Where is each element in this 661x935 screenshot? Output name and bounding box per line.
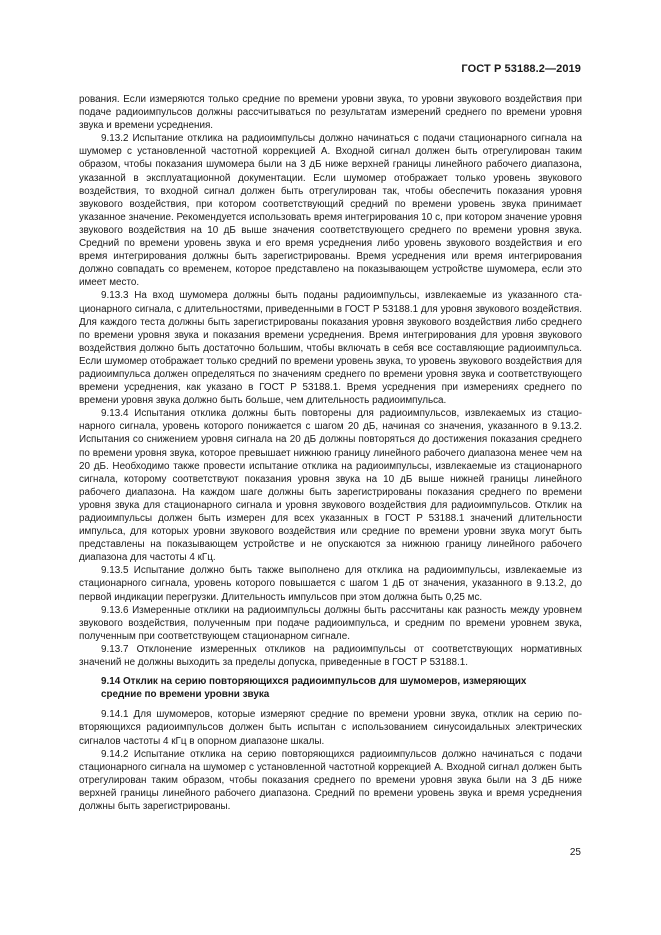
paragraph-9-13-6: 9.13.6 Измеренные отклики на радиоимпульсы должны быть рассчитаны как разность между уровнем звукового воздействия, полученным при подаче радиоимпульса, и средним по времени уровнем звука, полученным при соответствующем стационарном сигнале.	[79, 604, 582, 642]
paragraph-continuation: рования. Если измеряются только средние по времени уровни звука, то уровни звукового воздействия при подаче радиоимпульсов должны рассчитываться по результатам измерений среднего по времени уровня звука и времени усреднения.	[79, 94, 582, 132]
document-body	[79, 93, 582, 813]
section-heading-9-14	[79, 675, 582, 701]
section-heading-line-1: 9.14 Отклик на серию повторяющихся радиоимпульсов для шумомеров, измеряющих	[101, 676, 527, 688]
paragraph-9-14-2: 9.14.2 Испытание отклика на серию повторяющихся радиоимпульсов должно начинаться с подачи стационарного сигнала на шумомер с установленной частотной коррекцией A. Входной сигнал должен быть отрегулирован таким образом, чтобы показания среднего по времени уровня звука были на 3 дБ ниже верхней границы линейного рабочего диапазона. Средний по времени уровень звука и время усреднения должны быть зарегистрированы.	[79, 748, 582, 812]
paragraph-9-13-4: 9.13.4 Испытания отклика должны быть повторены для радиоимпульсов, извлекаемых из стационарного сигнала, уровень которого понижается с шагом 20 дБ, начиная со значения, указанного в 9.13.2. Испытания со снижением уровня сигнала на 20 дБ должны повторяться до достижения показания среднего по времени уровня звука, которое превышает нижнюю границу линейного рабочего диапазона менее чем на 20 дБ. Необходимо также провести испытание отклика на радиоимпульсы, извлекаемые из стационарного сигнала, которому соответствуют показания уровня звука на 10 дБ выше нижней границы линейного рабочего диапазона. На каждом шаге должны быть зарегистрированы показания среднего по времени уровня звука для стационарного сигнала и уровня звукового воздействия для радиоимпульсов. Отклик на радиоимпульсы должен быть измерен для всех указанных в ГОСТ Р 53188.1 значений длительности импульса, для которых уровни звукового воздействия или средние по времени уровни звука могут быть представлены на показывающем устройстве и не опускаются за нижнюю границу линейного рабочего диапазона для частоты 4 кГц.	[79, 408, 582, 564]
paragraph-9-13-5: 9.13.5 Испытание должно быть также выполнено для отклика на радиоимпульсы, извлекаемые из стационарного сигнала, уровень которого повышается с шагом 1 дБ от значения, указанного в 9.13.2, до первой индикации перегрузки. Длительность импульсов при этом должна быть 0,25 мс.	[79, 565, 582, 603]
paragraph-9-13-7: 9.13.7 Отклонение измеренных откликов на радиоимпульсы от соответствующих нормативных значений не должны выходить за пределы допуска, приведенные в ГОСТ Р 53188.1.	[79, 643, 582, 669]
standard-designation: ГОСТ Р 53188.2—2019	[461, 63, 581, 75]
section-heading-line-2: средние по времени уровни звука	[101, 689, 270, 701]
paragraph-9-14-1: 9.14.1 Для шумомеров, которые измеряют средние по времени уровни звука, отклик на серию повторяющихся радиоимпульсов должен быть испытан с использованием синусоидальных электрических сигналов частоты 4 кГц в опорном диапазоне шкалы.	[79, 709, 582, 747]
page-number: 25	[569, 847, 581, 858]
paragraph-9-13-2: 9.13.2 Испытание отклика на радиоимпульсы должно начинаться с подачи стационарного сигнала на шумомер с установленной частотной коррекцией A. Входной сигнал должен быть отрегулирован таким образом, чтобы показания шумомера были на 3 дБ ниже верхней границы линейного рабочего диапазона, указанной в эксплуатационной документации. Если шумомер отображает только уровень звукового воздействия, то входной сигнал должен быть отрегулирован так, чтобы обеспечить показания уровня звукового воздействия, при котором соответствующий средний по времени уровень звука принимает указанное значение. Рекомендуется использовать время интегрирования 10 с, при котором значение уровня звукового воздействия на 10 дБ выше значения соответствующего среднего по времени уровня звука. Средний по времени уровень звука и его время усреднения либо уровень звукового воздействия и его время интегрирования должны быть зарегистрированы. Время усреднения или время интегрирования должно совпадать со временем, которое представлено на показывающем устройстве шумомера, если это имеет место.	[79, 133, 582, 289]
paragraph-9-13-3: 9.13.3 На вход шумомера должны быть поданы радиоимпульсы, извлекаемые из указанного стационарного сигнала, с длительностями, приведенными в ГОСТ Р 53188.1 для уровня звукового воздействия. Для каждого теста должны быть зарегистрированы показания уровня звукового воздействия либо среднего по времени уровня звука и показания времени усреднения. Время интегрирования для уровня звукового воздействия должно быть достаточно большим, чтобы включать в себя все составляющие радиоимпульса. Если шумомер отображает только средний по времени уровень звука, то уровень звукового воздействия для радиоимпульса должен определяться по значениям среднего по времени уровня звука и соответствующего времени усреднения, как указано в ГОСТ Р 53188.1. Время усреднения при измерениях среднего по времени уровня звука должно быть больше, чем длительность радиоимпульса.	[79, 290, 582, 407]
